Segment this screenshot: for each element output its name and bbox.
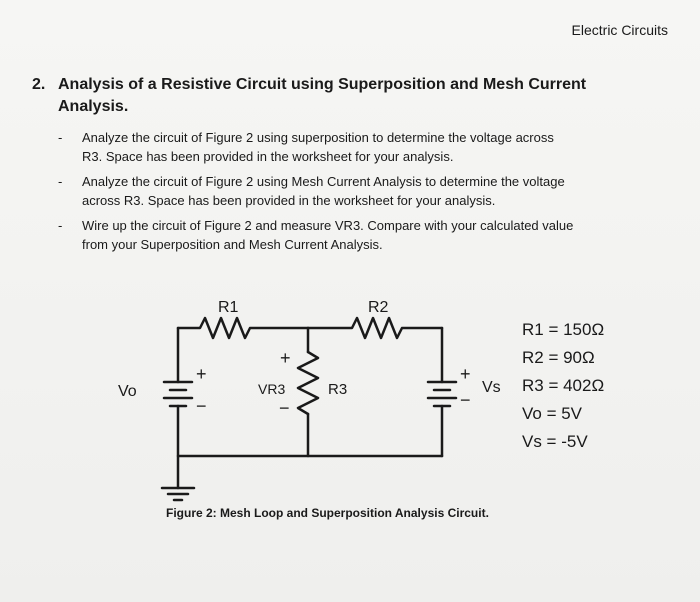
vo-value: Vo = 5V (522, 404, 583, 423)
component-values (522, 316, 604, 456)
vr3-label: VR3 (258, 381, 286, 397)
r3-value: R3 = 402Ω (522, 376, 605, 395)
r3-resistor (298, 352, 318, 414)
bullet-text-line1: Wire up the circuit of Figure 2 and measure VR3. Compare with your calculated value (82, 218, 574, 233)
bullet-dash: - (58, 218, 63, 233)
bullet-dash: - (58, 174, 63, 189)
section-title-line1: Analysis of a Resistive Circuit using Superposition and Mesh Current (58, 76, 587, 93)
bullet-text-line1: Analyze the circuit of Figure 2 using superposition to determine the voltage across (82, 130, 554, 145)
r2-resistor (308, 318, 442, 338)
vo-label: Vo (118, 383, 137, 400)
r1-value: R1 = 150Ω (522, 320, 605, 339)
section-title-line2: Analysis. (58, 98, 129, 115)
r3-label: R3 (328, 381, 348, 398)
section-number: 2. (32, 76, 46, 93)
vs-minus: − (460, 390, 471, 410)
vs-plus: + (460, 364, 471, 384)
vs-value: Vs = -5V (522, 432, 588, 451)
r2-label: R2 (368, 299, 389, 316)
vo-plus: + (196, 364, 207, 384)
course-header: Electric Circuits (571, 22, 668, 38)
bullet-text-line2: across R3. Space has been provided in the worksheet for your analysis. (82, 193, 496, 208)
r1-label: R1 (218, 299, 239, 316)
vo-minus: − (196, 396, 207, 416)
vs-label: Vs (482, 379, 501, 396)
bullet-text-line1: Analyze the circuit of Figure 2 using Mesh Current Analysis to determine the voltage (82, 174, 565, 189)
vr3-minus: − (279, 398, 290, 418)
r2-value: R2 = 90Ω (522, 348, 595, 367)
figure-caption: Figure 2: Mesh Loop and Superposition Analysis Circuit. (166, 506, 489, 520)
bullet-text-line2: from your Superposition and Mesh Current Analysis. (82, 237, 383, 252)
r1-resistor (178, 318, 308, 338)
vr3-plus: + (280, 348, 291, 368)
bullet-text-line2: R3. Space has been provided in the worksheet for your analysis. (82, 149, 454, 164)
bullet-dash: - (58, 130, 63, 145)
